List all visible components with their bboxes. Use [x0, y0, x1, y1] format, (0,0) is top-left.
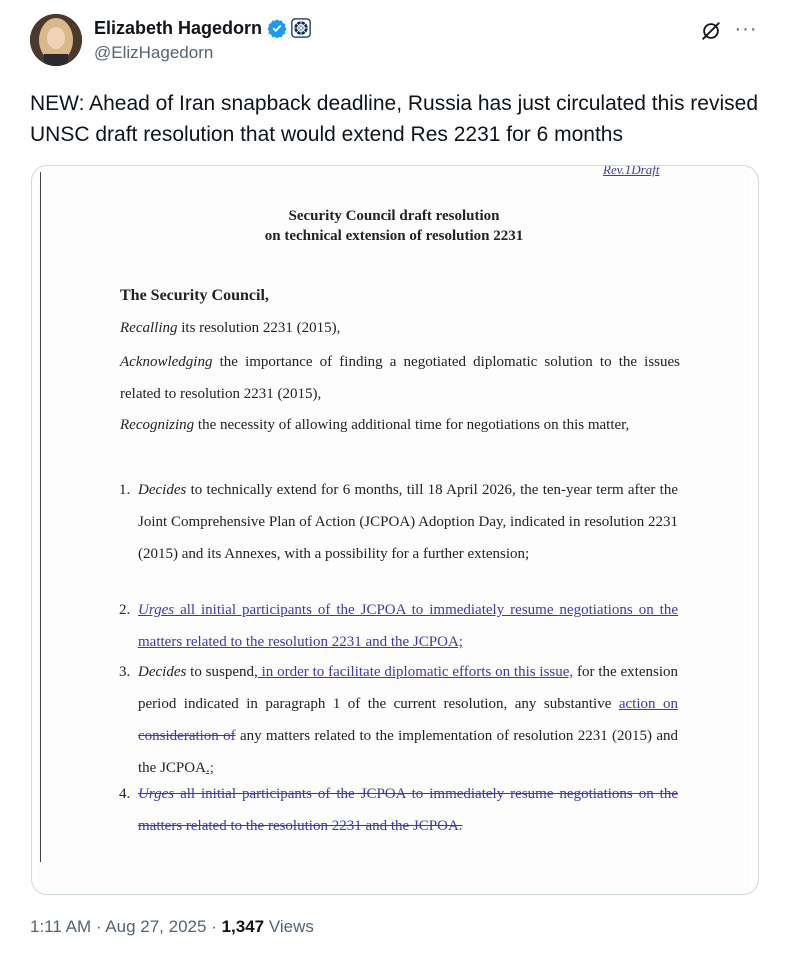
item4-lead: Urges — [138, 786, 175, 802]
item3-text-b: for the extension period indicated in paragraph 1 of the current resolution, any substantive — [138, 664, 679, 712]
tweet-media-image[interactable] — [31, 165, 759, 895]
display-name-row — [94, 16, 311, 40]
acknowledging-lead: Acknowledging — [120, 354, 213, 370]
item3-text-d: any matters related to the implementation of resolution 2231 (2015) and the JCPOA — [138, 728, 678, 776]
post-date[interactable]: Aug 27, 2025 — [105, 917, 207, 936]
item3-inserted-text-1: in order to facilitate diplomatic efforts on this issue, — [257, 664, 574, 680]
resolution-document — [38, 166, 750, 894]
recognizing-paragraph — [120, 409, 680, 441]
document-title-line2: on technical extension of resolution 2231 — [264, 228, 524, 244]
item3-deleted-text: consideration of — [138, 728, 236, 744]
document-edge — [40, 172, 41, 862]
item4-deleted-text — [138, 786, 678, 834]
tweet-header — [30, 14, 770, 70]
meta-separator: · — [206, 917, 222, 936]
grok-icon[interactable] — [700, 20, 722, 42]
display-name[interactable]: Elizabeth Hagedorn — [94, 17, 263, 38]
item1-rest: to technically extend for 6 months, till 18 April 2026, the ten-year term after the Joint Comprehensive Plan of Action (JCPOA) Adoption Day, indicated in resolution 2231 (2015) and its Annexes, with a possibility for a further extension; — [138, 482, 678, 562]
operative-paragraph-3 — [119, 656, 679, 784]
paragraph-number: 4. — [119, 786, 131, 802]
paragraph-number: 2. — [119, 602, 131, 618]
author-names — [94, 16, 311, 63]
operative-paragraph-1 — [119, 474, 678, 570]
item3-lead: Decides — [138, 664, 187, 680]
avatar[interactable] — [30, 14, 82, 66]
views-label: Views — [264, 917, 314, 936]
rev-draft-tag: Rev.1Draft — [603, 165, 660, 177]
post-time[interactable]: 1:11 AM — [30, 917, 92, 936]
recalling-rest: its resolution 2231 (2015), — [177, 320, 341, 336]
item2-inserted-text — [138, 602, 678, 650]
tweet-text: NEW: Ahead of Iran snapback deadline, Russia has just circulated this revised UNSC draft resolution that would extend Res 2231 for 6 months — [30, 92, 759, 146]
item2-lead: Urges — [138, 602, 175, 618]
paragraph-number: 1. — [119, 482, 131, 498]
item3-end-mark: .; — [205, 760, 214, 776]
acknowledging-rest: the importance of finding a negotiated diplomatic solution to the issues related to resolution 2231 (2015), — [120, 354, 680, 402]
item1-lead: Decides — [138, 482, 187, 498]
meta-separator: · — [91, 917, 106, 936]
recognizing-rest: the necessity of allowing additional time for negotiations on this matter, — [194, 417, 630, 433]
paragraph-number: 3. — [119, 664, 131, 680]
tweet-meta — [30, 917, 314, 937]
handle[interactable]: @ElizHagedorn — [94, 43, 214, 62]
document-title-line1: Security Council draft resolution — [288, 208, 500, 224]
item2-rest: all initial participants of the JCPOA to immediately resume negotiations on the matters related to the resolution 2231 and the JCPOA; — [138, 602, 678, 650]
affiliation-badge-icon[interactable] — [291, 18, 311, 38]
item3-text-a: to suspend, — [186, 664, 258, 680]
operative-paragraph-2 — [119, 594, 678, 658]
avatar-image — [30, 14, 82, 66]
more-options-icon[interactable]: ··· — [734, 18, 758, 40]
council-heading: The Security Council, — [120, 287, 269, 304]
operative-paragraph-4 — [119, 778, 678, 842]
item4-rest: all initial participants of the JCPOA to immediately resume negotiations on the matters related to the resolution 2231 and the JCPOA. — [138, 786, 678, 834]
document-title — [38, 206, 750, 246]
recalling-paragraph — [120, 312, 680, 344]
recognizing-lead: Recognizing — [120, 417, 195, 433]
item3-inserted-text-2: action on — [618, 696, 678, 712]
verified-badge-icon[interactable] — [267, 18, 287, 38]
acknowledging-paragraph — [120, 346, 680, 410]
views-count: 1,347 — [221, 917, 265, 936]
recalling-lead: Recalling — [120, 320, 178, 336]
